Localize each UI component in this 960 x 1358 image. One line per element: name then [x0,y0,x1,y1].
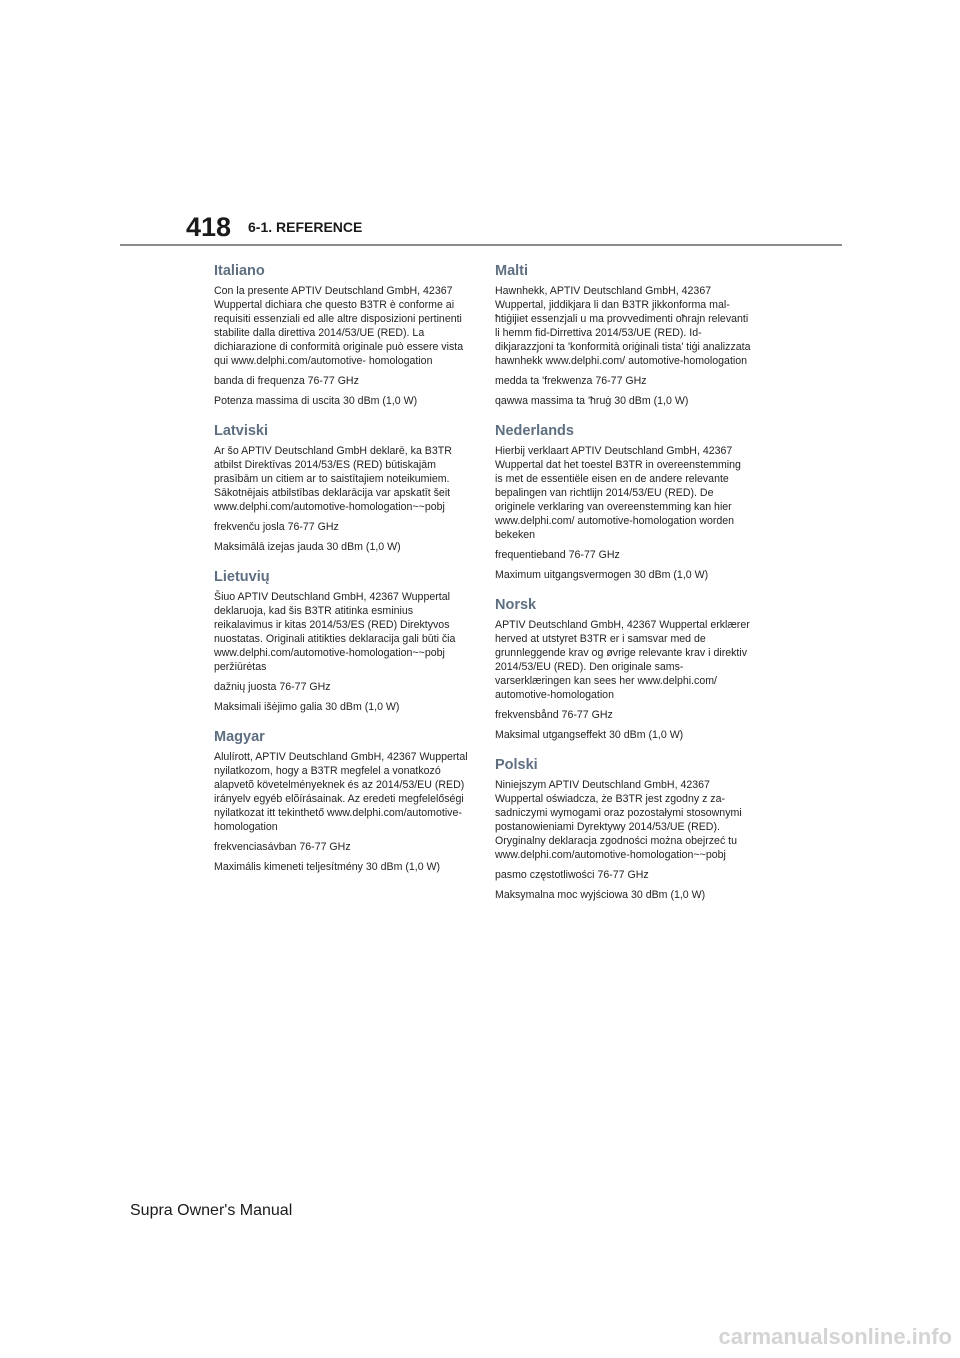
language-section-latviski [214,422,470,554]
language-section-magyar [214,728,470,874]
language-section-norsk [495,596,751,742]
spec-line: frekvenču josla 76-77 GHz [214,521,339,533]
column-right [495,262,751,916]
spec-line: pasmo częstotliwości 76-77 GHz [495,869,649,881]
language-heading: Norsk [495,597,537,613]
column-left [214,262,470,888]
spec-line: Maksimali išėjimo galia 30 dBm (1,0 W) [214,701,400,713]
header-rule [120,244,842,246]
language-section-lietuviu- [214,568,470,714]
language-section-italiano [214,262,470,408]
spec-line: qawwa massima ta 'ħruġ 30 dBm (1,0 W) [495,395,689,407]
language-heading: Nederlands [495,423,574,439]
declaration-text: Con la presente APTIV Deutschland GmbH, 42367 Wuppertal dichiara che questo B3TR è conforme ai requisiti essenziali ed alle altre disposizioni pertinenti stabilite dalla direttiva 2014/53/UE (RED). La dichiarazione di conformità originale può essere vista qui www.delphi.com/automotive- homologation [214,285,464,367]
spec-line: frequentieband 76-77 GHz [495,549,620,561]
language-section-nederlands [495,422,751,582]
spec-line: Maksymalna moc wyjściowa 30 dBm (1,0 W) [495,889,706,901]
declaration-text: Hawnhekk, APTIV Deutschland GmbH, 42367 Wuppertal, jiddikjara li dan B3TR jikkonforma mal-ħtiġijiet essenzjali u ma provvedimenti oħrajn relevanti li hemm fid-Dirrettiva 2014/53/UE (RED). Id-dikjarazzjoni ta 'konformità oriġinali tista' tiġi analizzata hawnhekk www.delphi.com/ automotive-homologation [495,285,751,367]
language-heading: Italiano [214,263,265,279]
spec-line: banda di frequenza 76-77 GHz [214,375,359,387]
spec-line: frekvenciasávban 76-77 GHz [214,841,351,853]
language-heading: Latviski [214,423,268,439]
language-heading: Malti [495,263,529,279]
declaration-text: Ar šo APTIV Deutschland GmbH deklarē, ka B3TR atbilst Direktīvas 2014/53/ES (RED) būtiskajām prasībām un citiem ar to saistītajiem noteikumiem. Sākotnējais atbilstības deklarācija var apskatīt šeit www.delphi.com/automotive-homologation~~pobj [214,445,452,513]
language-section-polski [495,756,751,902]
declaration-text: Alulírott, APTIV Deutschland GmbH, 42367 Wuppertal nyilatkozom, hogy a B3TR megfelel a vonatkozó alapvetõ követelményeknek és az 2014/53/EU (RED) irányelv egyéb elõírásainak. Az eredeti megfelelőségi nyilatkozat itt tekinthető www.delphi.com/automotive-homologation [214,751,468,833]
spec-line: Maksimālā izejas jauda 30 dBm (1,0 W) [214,541,401,553]
spec-line: dažnių juosta 76-77 GHz [214,681,331,693]
declaration-text: APTIV Deutschland GmbH, 42367 Wuppertal erklærer herved at utstyret B3TR er i samsvar med de grunnleggende krav og øvrige relevante krav i direktiv 2014/53/EU (RED). Den originale samsvarserklæringen kan sees her www.delphi.com/ automotive-homologation [495,619,750,701]
spec-line: Potenza massima di uscita 30 dBm (1,0 W) [214,395,418,407]
watermark[interactable]: carmanualsonline.info [718,1324,952,1349]
spec-line: Maximum uitgangsvermogen 30 dBm (1,0 W) [495,569,709,581]
declaration-text: Niniejszym APTIV Deutschland GmbH, 42367 Wuppertal oświadcza, że B3TR jest zgodny z zasadniczymi wymogami oraz pozostałymi stosownymi postanowieniami Dyrektywy 2014/53/UE (RED). Oryginalny deklaracja zgodności można obejrzeć tu www.delphi.com/automotive-homologation~~pobj [495,779,742,861]
declaration-text: Hierbij verklaart APTIV Deutschland GmbH, 42367 Wuppertal dat het toestel B3TR in overeenstemming is met de essentiële eisen en de andere relevante bepalingen van richtlijn 2014/53/EU (RED). De originele verklaring van overeenstemming kan hier www.delphi.com/ automotive-homologation worden bekeken [495,445,741,541]
language-heading: Lietuvių [214,569,270,585]
language-heading: Magyar [214,729,265,745]
language-section-malti [495,262,751,408]
section-title: 6-1. REFERENCE [248,219,363,235]
page-number: 418 [186,212,232,242]
manual-title: Supra Owner's Manual [130,1202,293,1219]
declaration-text: Šiuo APTIV Deutschland GmbH, 42367 Wuppertal deklaruoja, kad šis B3TR atitinka esminius reikalavimus ir kitas 2014/53/ES (RED) Direktyvos nuostatas. Originali atitikties deklaracija gali būti čia www.delphi.com/automotive-homologation~~pobj peržiūrėtas [214,591,456,673]
language-heading: Polski [495,757,538,773]
spec-line: Maximális kimeneti teljesítmény 30 dBm (1,0 W) [214,861,441,873]
spec-line: frekvensbånd 76-77 GHz [495,709,613,721]
spec-line: medda ta 'frekwenza 76-77 GHz [495,375,647,387]
spec-line: Maksimal utgangseffekt 30 dBm (1,0 W) [495,729,684,741]
